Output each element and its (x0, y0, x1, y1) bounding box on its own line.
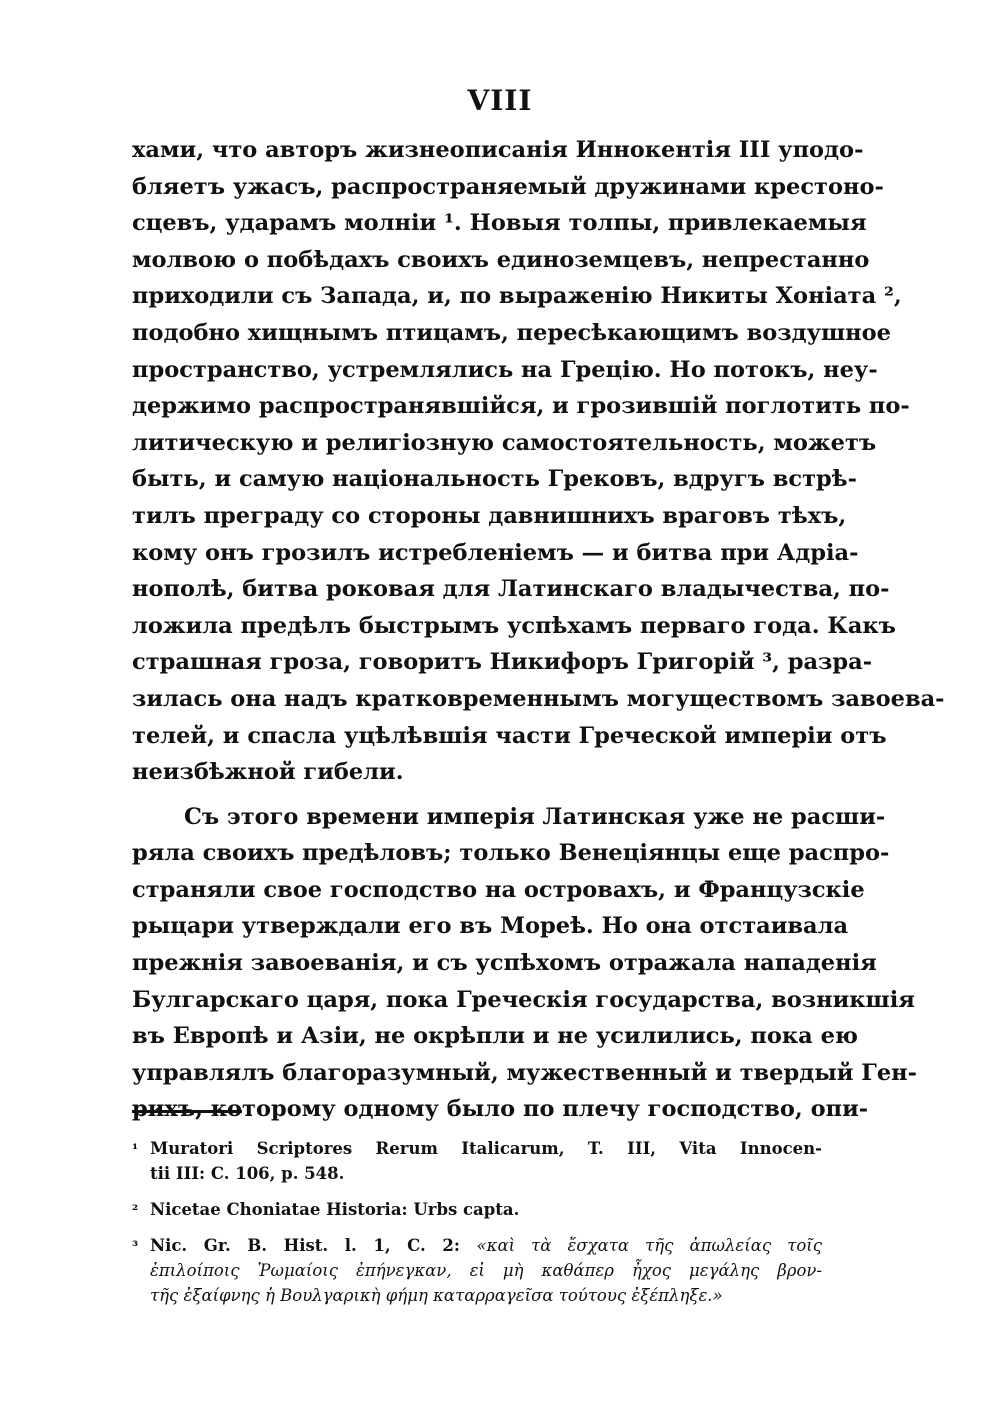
text-line: Булгарскаго царя, пока Греческія государства, возникшія (132, 986, 915, 1013)
text-line: кому онъ грозилъ истребленіемъ — и битва при Адріа- (132, 539, 859, 566)
paragraph-2 (132, 799, 917, 1128)
text-line: рихъ, которому одному было по плечу господство, опи- (132, 1096, 869, 1123)
text-line: неизбѣжной гибели. (132, 759, 404, 786)
text-line: ложила предѣлъ быстрымъ успѣхамъ перваго года. Какъ (132, 612, 896, 639)
text-line: Съ этого времени имперія Латинская уже не расши- (184, 803, 886, 830)
text-line: литическую и религіозную самостоятельность, можетъ (132, 429, 877, 456)
paragraph-1 (132, 132, 945, 791)
text-line: нополѣ, битва роковая для Латинскаго владычества, по- (132, 576, 890, 603)
text-line: страняли свое господство на островахъ, и Французскіе (132, 876, 865, 903)
text-line: ряла своихъ предѣловъ; только Венеціянцы еще распро- (132, 840, 890, 867)
footnotes (132, 1136, 822, 1319)
footnote-text: tii III: C. 106, p. 548. (150, 1164, 345, 1183)
text-line: прежнія завоеванія, и съ успѣхомъ отражала нападенія (132, 950, 877, 977)
text-line: управлялъ благоразумный, мужественный и твердый Ген- (132, 1059, 917, 1086)
footnote-text: Muratori Scriptores Rerum Italicarum, T. III, Vita Innocen- (150, 1139, 822, 1158)
text-line: въ Европѣ и Азіи, не окрѣпли и не усилились, пока ею (132, 1023, 858, 1050)
footnote-separator-rule (132, 1110, 242, 1113)
footnote-mark: ¹ (132, 1142, 139, 1158)
footnote-3 (132, 1233, 822, 1308)
footnote-2 (132, 1197, 822, 1222)
text-line: хами, что авторъ жизнеописанія Иннокентія III уподо- (132, 137, 864, 163)
footnote-text: Nicetae Choniatae Historia: Urbs capta. (150, 1200, 520, 1219)
text-line: подобно хищнымъ птицамъ, пересѣкающимъ воздушное (132, 319, 891, 346)
footnote-1 (132, 1136, 822, 1186)
footnote-greek-quote: «καὶ τὰ ἔσχατα τῆς ἀπωλείας τοῖς (476, 1236, 822, 1255)
text-line: быть, и самую національность Грековъ, вдругъ встрѣ- (132, 466, 857, 493)
text-line: сцевъ, ударамъ молніи ¹. Новыя толпы, привлекаемыя (132, 210, 867, 237)
main-text (132, 132, 945, 1128)
text-line: приходили съ Запада, и, по выраженію Никиты Хоніата ², (132, 283, 902, 310)
text-line: тилъ преграду со стороны давнишнихъ враговъ тѣхъ, (132, 502, 847, 529)
footnote-mark: ² (132, 1203, 139, 1219)
footnote-greek-quote: ἐπιλοίποις Ῥωμαίοις ἐπήνεγκαν, εἰ μὴ καθάπερ ἦχος μεγάλης βρον- (150, 1261, 822, 1280)
text-line: зилась она надъ кратковременнымъ могуществомъ завоева- (132, 685, 945, 712)
page-number: VIII (467, 84, 533, 117)
footnote-text: Nic. Gr. B. Hist. l. 1, C. 2: (150, 1236, 477, 1255)
text-line: телей, и спасла уцѣлѣвшія части Греческой имперіи отъ (132, 722, 887, 749)
footnote-greek-quote: τῆς ἐξαίφνης ἡ Βουλγαρικὴ φήμη καταρραγεῖσα τούτους ἐξέπληξε.» (150, 1286, 723, 1305)
text-line: пространство, устремлялись на Грецію. Но потокъ, неу- (132, 356, 878, 383)
text-line: рыцари утверждали его въ Мореѣ. Но она отстаивала (132, 913, 849, 940)
text-line: молвою о побѣдахъ своихъ единоземцевъ, непрестанно (132, 246, 870, 273)
footnote-mark: ³ (132, 1239, 139, 1255)
text-line: бляетъ ужасъ, распространяемый дружинами крестоно- (132, 173, 884, 200)
text-line: держимо распространявшійся, и грозившій поглотить по- (132, 393, 910, 420)
text-line: страшная гроза, говоритъ Никифоръ Григорій ³, разра- (132, 649, 873, 676)
